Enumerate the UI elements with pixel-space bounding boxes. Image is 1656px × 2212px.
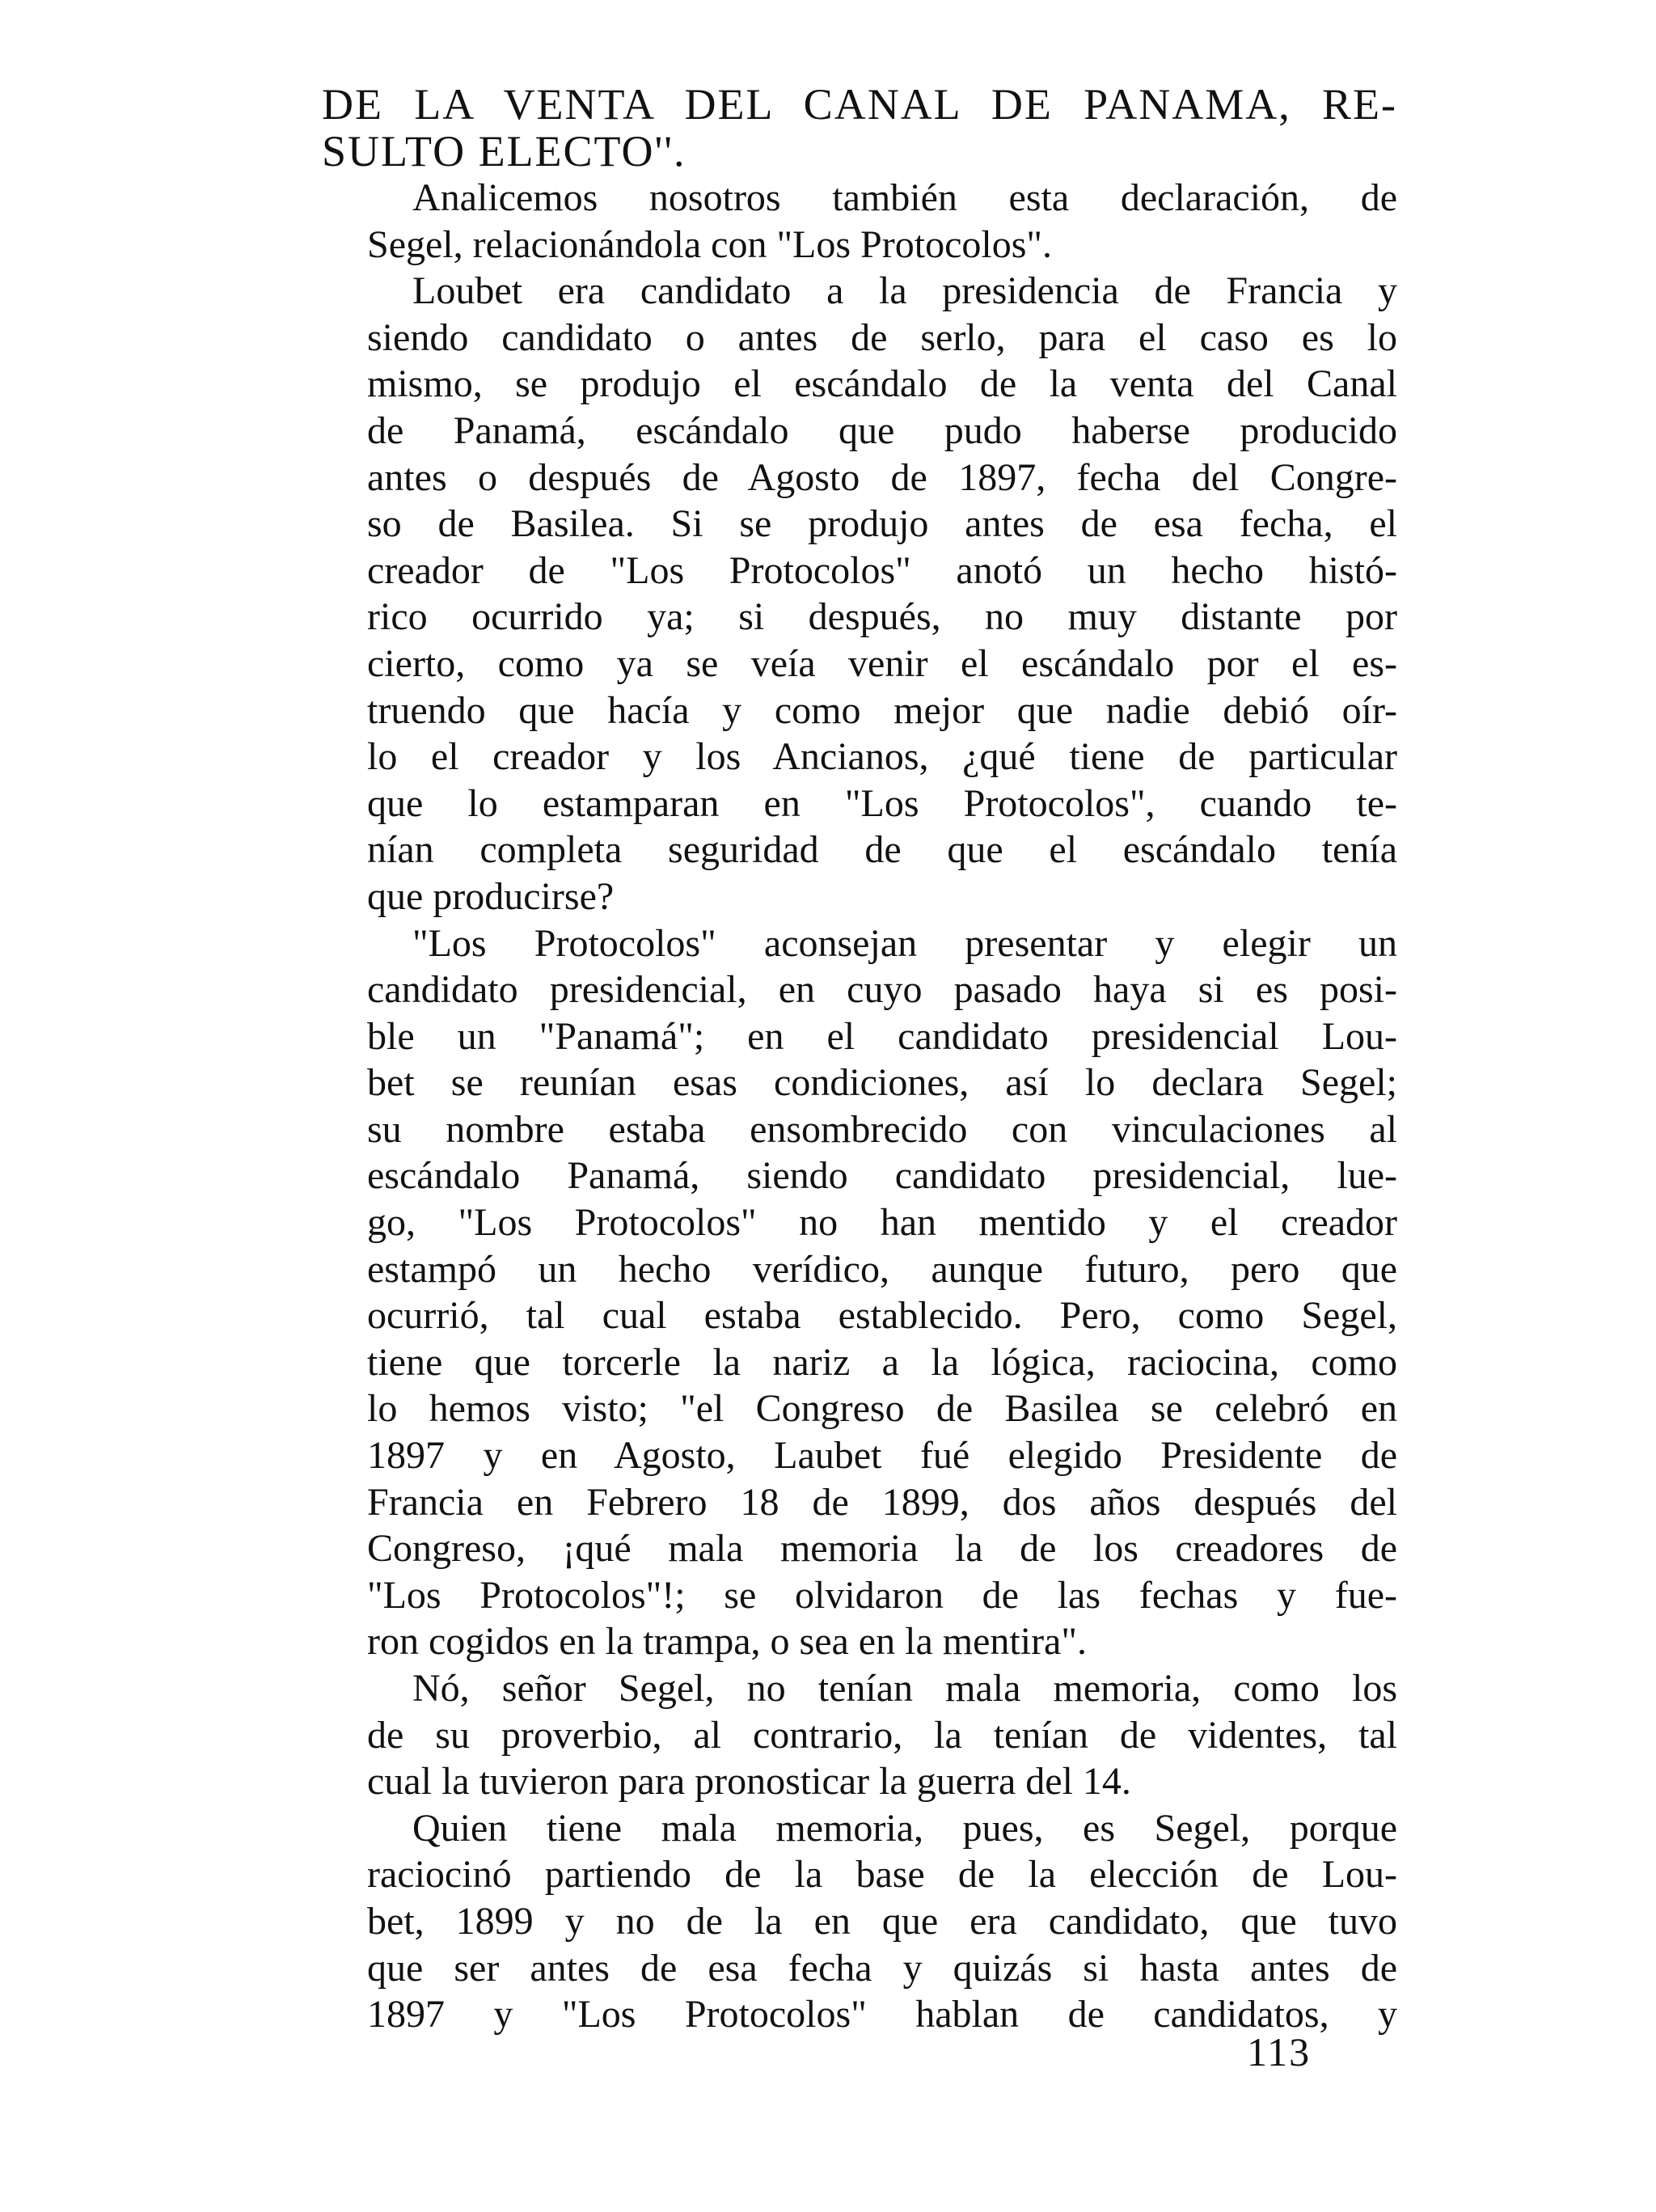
text-line: bet se reunían esas condiciones, así lo declara Segel; [367,1061,1397,1105]
text-line: que producirse? [367,874,615,918]
text-line: de Panamá, escándalo que pudo haberse producido [367,408,1397,452]
text-line: truendo que hacía y como mejor que nadie debió oír- [367,688,1397,732]
text-line: Segel, relacionándola con "Los Protocolos". [367,222,1052,266]
text-line: que ser antes de esa fecha y quizás si hasta antes de [367,1946,1397,1990]
text-line: go, "Los Protocolos" no han mentido y el creador [367,1201,1397,1245]
text-line: Nó, señor Segel, no tenían mala memoria, como los [412,1667,1397,1710]
text-line: "Los Protocolos" aconsejan presentar y elegir un [412,921,1397,965]
text-line: Quien tiene mala memoria, pues, es Segel, porque [412,1806,1397,1850]
paragraph [322,920,1397,1666]
text-line: de su proverbio, al contrario, la tenían de videntes, tal [367,1713,1397,1757]
text-line: cierto, como ya se veía venir el escándalo por el es- [367,641,1397,685]
text-line: tiene que torcerle la nariz a la lógica, raciocina, como [367,1340,1397,1384]
chapter-heading [322,81,1397,175]
paragraph [322,268,1397,920]
text-line: Analicemos nosotros también esta declaración, de [412,176,1397,219]
text-line: Congreso, ¡qué mala memoria la de los creadores de [367,1527,1397,1571]
text-line: 1897 y en Agosto, Laubet fué elegido Presidente de [367,1434,1397,1478]
text-line: mismo, se produjo el escándalo de la venta del Canal [367,362,1397,406]
text-line: lo el creador y los Ancianos, ¿qué tiene de particular [367,735,1397,779]
text-line: antes o después de Agosto de 1897, fecha del Congre- [367,455,1397,499]
text-line: escándalo Panamá, siendo candidato presidencial, lue- [367,1154,1397,1198]
text-line: lo hemos visto; "el Congreso de Basilea se celebró en [367,1387,1397,1431]
text-line: ocurrió, tal cual estaba establecido. Pero, como Segel, [367,1294,1397,1338]
text-line: estampó un hecho verídico, aunque futuro, pero que [367,1247,1397,1291]
text-line: so de Basilea. Si se produjo antes de esa fecha, el [367,502,1397,546]
text-line: 1897 y "Los Protocolos" hablan de candidatos, y [367,1993,1397,2036]
paragraph [322,1665,1397,1805]
paragraph [322,175,1397,268]
text-line: Loubet era candidato a la presidencia de Francia y [412,269,1397,313]
text-line: candidato presidencial, en cuyo pasado haya si es posi- [367,968,1397,1012]
text-line: rico ocurrido ya; si después, no muy distante por [367,595,1397,639]
paragraph [322,1805,1397,2038]
text-line: bet, 1899 y no de la en que era candidato, que tuvo [367,1899,1397,1943]
text-line: "Los Protocolos"!; se olvidaron de las fechas y fue- [367,1573,1397,1617]
text-line: que lo estamparan en "Los Protocolos", cuando te- [367,781,1397,825]
text-line: siendo candidato o antes de serlo, para el caso es lo [367,315,1397,359]
text-line: cual la tuvieron para pronosticar la guerra del 14. [367,1760,1131,1804]
text-line: ron cogidos en la trampa, o sea en la mentira". [367,1620,1087,1664]
text-line: ble un "Panamá"; en el candidato presidencial Lou- [367,1014,1397,1058]
heading-line: SULTO ELECTO''. [322,127,686,176]
text-line: nían completa seguridad de que el escándalo tenía [367,828,1397,872]
text-line: su nombre estaba ensombrecido con vinculaciones al [367,1107,1397,1151]
heading-line: DE LA VENTA DEL CANAL DE PANAMA, RE- [322,80,1397,129]
text-line: raciocinó partiendo de la base de la elección de Lou- [367,1853,1397,1897]
text-line: Francia en Febrero 18 de 1899, dos años después del [367,1480,1397,1524]
text-column [322,81,1397,2038]
text-line: creador de "Los Protocolos" anotó un hecho histó- [367,548,1397,592]
page-number: 113 [1247,2029,1312,2075]
